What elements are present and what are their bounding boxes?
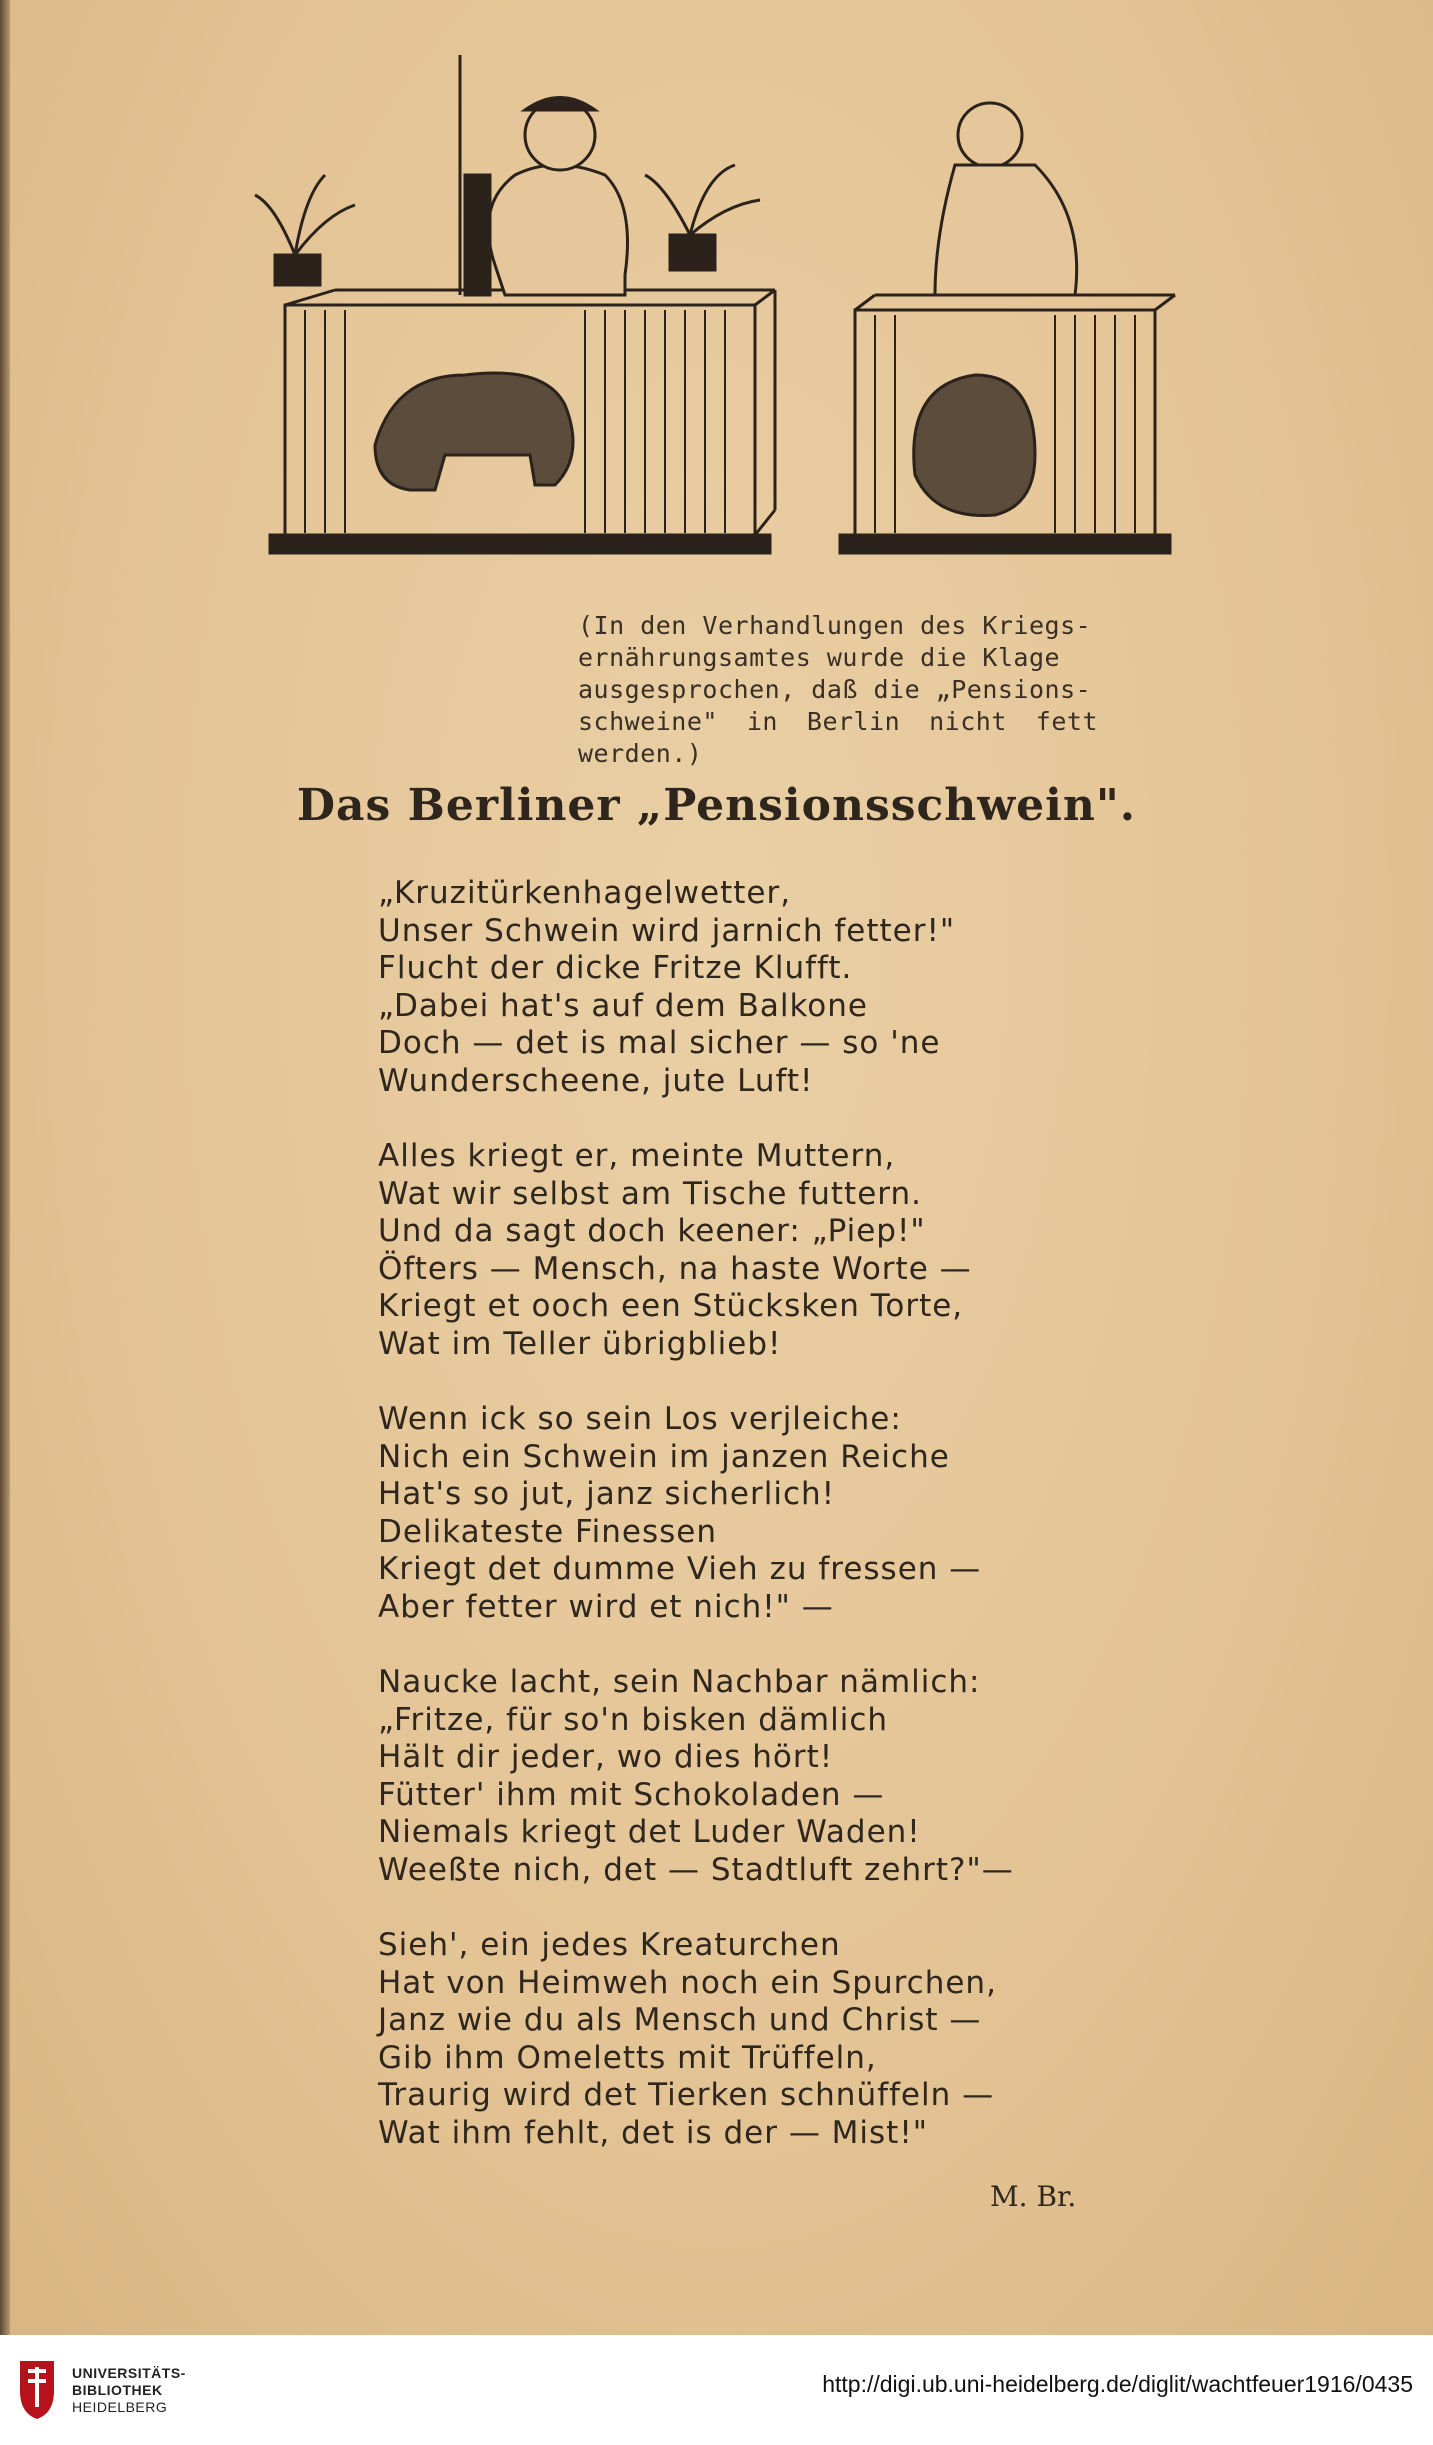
stanza xyxy=(378,1664,1078,1889)
poem-line: Gib ihm Omeletts mit Trüffeln, xyxy=(378,2039,877,2076)
stanza xyxy=(378,875,1078,1100)
poem-line: Janz wie du als Mensch und Christ — xyxy=(378,2002,982,2038)
stanza xyxy=(378,1401,1078,1626)
poem-line: Nich ein Schwein im janzen Reiche xyxy=(378,1438,950,1475)
poem-line: „Dabei hat's auf dem Balkone xyxy=(378,987,868,1024)
poem-line: Doch — det is mal sicher — so 'ne xyxy=(378,1025,941,1061)
poem-line: Wunderscheene, jute Luft! xyxy=(378,1062,814,1099)
library-name-line1: UNIVERSITÄTS- xyxy=(72,2365,186,2381)
poem-line: Und da sagt doch keener: „Piep!" xyxy=(378,1213,926,1249)
poem-line: Weeßte nich, det — Stadtluft zehrt?"— xyxy=(378,1851,1014,1888)
poem-line: Hat's so jut, janz sicherlich! xyxy=(378,1476,836,1512)
poem-line: Aber fetter wird et nich!" — xyxy=(378,1588,834,1625)
pig-right xyxy=(914,375,1035,516)
stanza xyxy=(378,1927,1078,2152)
poem-line: Öfters — Mensch, na haste Worte — xyxy=(378,1250,972,1287)
poem-line: „Kruzitürkenhagelwetter, xyxy=(378,875,792,911)
poem-line: Flucht der dicke Fritze Klufft. xyxy=(378,950,853,986)
poem xyxy=(378,875,1078,2190)
heidelberg-library-logo-icon xyxy=(14,2357,60,2421)
poem-line: Fütter' ihm mit Schokoladen — xyxy=(378,1776,885,1813)
stanza xyxy=(378,1138,1078,1363)
illustration xyxy=(215,55,1185,575)
permalink-url[interactable]: http://digi.ub.uni-heidelberg.de/diglit/wachtfeuer1916/0435 xyxy=(822,2371,1413,2397)
poem-title: Das Berliner „Pensionsschwein". xyxy=(296,780,1137,831)
poem-line: Hat von Heimweh noch ein Spurchen, xyxy=(378,1964,997,2001)
poem-line: Hält dir jeder, wo dies hört! xyxy=(378,1739,834,1775)
poem-line: Kriegt et ooch een Stücksken Torte, xyxy=(378,1288,964,1324)
poem-line: Kriegt det dumme Vieh zu fressen — xyxy=(378,1551,982,1587)
library-name xyxy=(72,2365,186,2416)
caption: (In den Verhandlungen des Kriegs- ernährungsamtes wurde die Klage ausgesprochen, daß die „Pensions- schweine" in Berlin nicht fett werden.) xyxy=(578,611,1098,768)
viewer-footer xyxy=(0,2335,1433,2445)
poem-line: Wat ihm fehlt, det is der — Mist!" xyxy=(378,2114,929,2151)
signature: M. Br. xyxy=(990,2180,1077,2213)
page-binding-edge xyxy=(0,0,10,2335)
poem-line: Delikateste Finessen xyxy=(378,1513,717,1550)
poem-line: „Fritze, für so'n bisken dämlich xyxy=(378,1701,889,1738)
pig-left xyxy=(375,373,573,490)
poem-line: Wat wir selbst am Tische futtern. xyxy=(378,1175,922,1212)
poem-line: Wenn ick so sein Los verjleiche: xyxy=(378,1401,902,1437)
poem-line: Naucke lacht, sein Nachbar nämlich: xyxy=(378,1664,981,1700)
library-name-line2: BIBLIOTHEK xyxy=(72,2382,163,2398)
library-name-line3: HEIDELBERG xyxy=(72,2399,168,2415)
poem-line: Alles kriegt er, meinte Muttern, xyxy=(378,1138,896,1174)
poem-line: Unser Schwein wird jarnich fetter!" xyxy=(378,912,956,949)
poem-line: Sieh', ein jedes Kreaturchen xyxy=(378,1927,841,1963)
poem-line: Niemals kriegt det Luder Waden! xyxy=(378,1814,921,1850)
poem-line: Wat im Teller übrigblieb! xyxy=(378,1325,782,1362)
poem-line: Traurig wird det Tierken schnüffeln — xyxy=(378,2077,995,2113)
